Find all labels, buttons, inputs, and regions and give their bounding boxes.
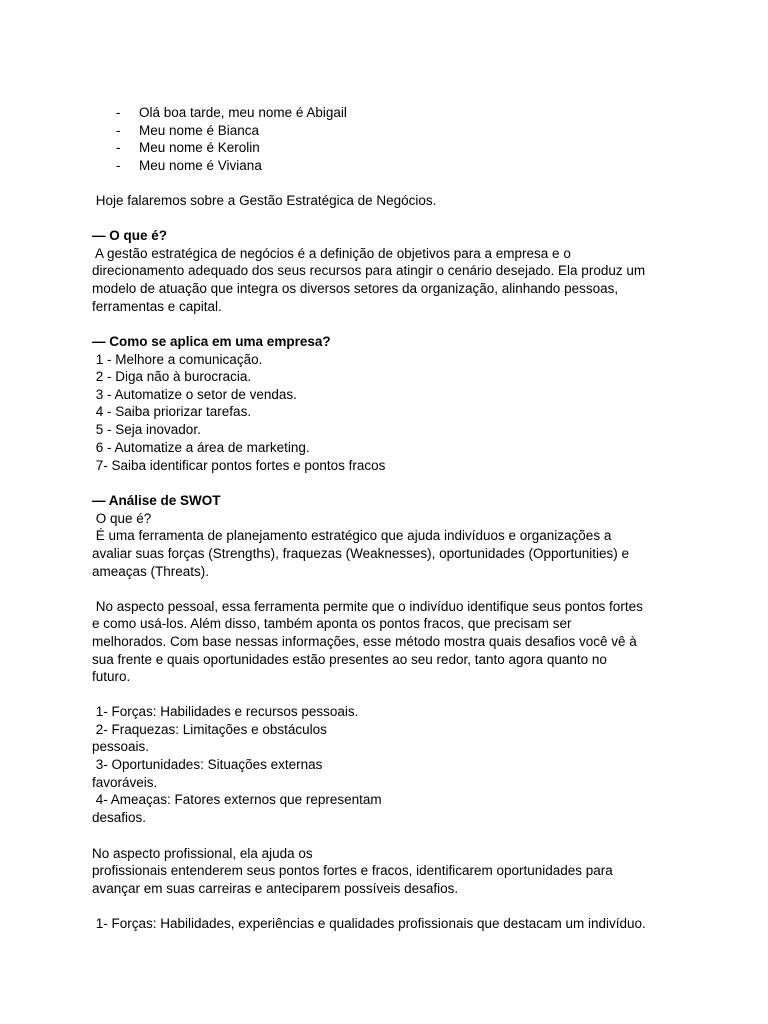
list-item: 4 - Saiba priorizar tarefas. xyxy=(92,404,252,419)
list-item: 1- Forças: Habilidades, experiências e qualidades profissionais que destacam um indivíduo. xyxy=(92,916,646,931)
bullet-dash: - xyxy=(116,105,121,120)
intro-line-3: Meu nome é Kerolin xyxy=(139,140,260,155)
intro-paragraph: Hoje falaremos sobre a Gestão Estratégica de Negócios. xyxy=(92,193,437,208)
paragraph-line: É uma ferramenta de planejamento estratégico que ajuda indivíduos e organizações a xyxy=(92,528,612,543)
heading-swot: — Análise de SWOT xyxy=(92,493,221,508)
list-item: 3 - Automatize o setor de vendas. xyxy=(92,387,297,402)
paragraph-line: A gestão estratégica de negócios é a definição de objetivos para a empresa e o xyxy=(92,246,571,261)
list-item: 5 - Seja inovador. xyxy=(92,422,201,437)
paragraph-line: ameaças (Threats). xyxy=(92,564,210,579)
paragraph-line: futuro. xyxy=(92,669,131,684)
list-item: 3- Oportunidades: Situações externas xyxy=(92,757,323,772)
intro-line-2: Meu nome é Bianca xyxy=(139,123,260,138)
list-item: desafios. xyxy=(92,810,147,825)
list-item: 2 - Diga não à burocracia. xyxy=(92,369,252,384)
paragraph-line: avaliar suas forças (Strengths), fraquezas (Weaknesses), oportunidades (Opportunities) e xyxy=(92,546,630,561)
heading-how-applies: — Como se aplica em uma empresa? xyxy=(92,334,331,349)
paragraph-line: sua frente e quais oportunidades estão presentes ao seu redor, tanto agora quanto no xyxy=(92,652,607,667)
bullet-dash: - xyxy=(116,123,121,138)
list-item: 4- Ameaças: Fatores externos que representam xyxy=(92,792,382,807)
paragraph-line: profissionais entenderem seus pontos fortes e fracos, identificarem oportunidades para xyxy=(92,863,613,878)
paragraph-line: melhorados. Com base nessas informações, esse método mostra quais desafios você vê à xyxy=(92,634,637,649)
paragraph-line: e como usá-los. Além disso, também aponta os pontos fracos, que precisam ser xyxy=(92,616,572,631)
list-item: 6 - Automatize a área de marketing. xyxy=(92,440,310,455)
paragraph-line: direcionamento adequado dos seus recursos para atingir o cenário desejado. Ela produz um xyxy=(92,263,646,278)
paragraph-line: No aspecto pessoal, essa ferramenta permite que o indivíduo identifique seus pontos fortes xyxy=(92,599,643,614)
list-item: 2- Fraquezas: Limitações e obstáculos xyxy=(92,722,327,737)
swot-question: O que é? xyxy=(92,511,152,526)
list-item: 1 - Melhore a comunicação. xyxy=(92,352,263,367)
bullet-dash: - xyxy=(116,140,121,155)
intro-line-4: Meu nome é Viviana xyxy=(139,158,262,173)
paragraph-line: modelo de atuação que integra os diversos setores da organização, alinhando pessoas, xyxy=(92,281,619,296)
paragraph-line: ferramentas e capital. xyxy=(92,299,222,314)
list-item: favoráveis. xyxy=(92,775,158,790)
intro-line-1: Olá boa tarde, meu nome é Abigail xyxy=(139,105,347,120)
list-item: 7- Saiba identificar pontos fortes e pontos fracos xyxy=(92,458,386,473)
bullet-dash: - xyxy=(116,158,121,173)
heading-what-is: — O que é? xyxy=(92,228,168,243)
paragraph-line: No aspecto profissional, ela ajuda os xyxy=(92,846,313,861)
paragraph-line: avançar em suas carreiras e anteciparem possíveis desafios. xyxy=(92,881,459,896)
list-item: pessoais. xyxy=(92,739,150,754)
list-item: 1- Forças: Habilidades e recursos pessoais. xyxy=(92,704,359,719)
